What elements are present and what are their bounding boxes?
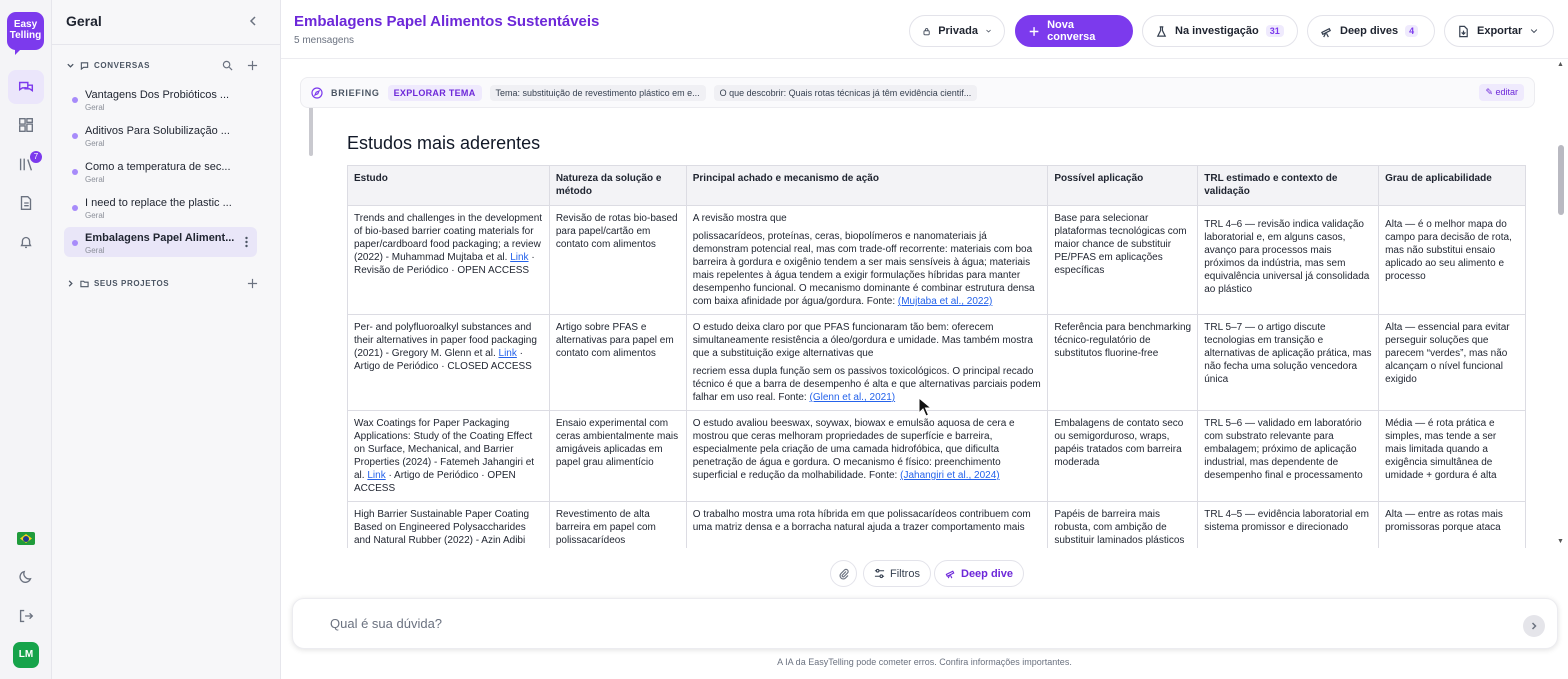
filter-sliders-icon (874, 568, 885, 579)
application-cell: Papéis de barreira mais robusta, com ambição de substituir laminados plásticos (1048, 502, 1198, 549)
briefing-bar (300, 77, 1535, 108)
folder-icon (80, 279, 89, 288)
conversation-title: Vantagens Dos Probióticos ... (85, 89, 230, 101)
investigation-button[interactable] (1142, 15, 1298, 47)
trl-cell: TRL 4–6 — revisão indica validação laboratorial e, em alguns casos, avanço para processos mais próximos da indústria, mas sem equivalência universal já consolidada ao plástico (1198, 206, 1379, 315)
paperclip-icon (838, 568, 850, 580)
study-meta: · Revisão de Periódico · OPEN ACCESS (354, 252, 535, 276)
application-cell: Base para selecionar plataformas tecnológicas com maior chance de substituir PE/PFAS em aplicações específicas (1048, 206, 1198, 315)
study-text: Per- and polyfluoroalkyl substances and their alternatives in paper food packaging (2021) - Gregory M. Glenn et al. (354, 322, 537, 359)
lock-icon (922, 25, 931, 38)
briefing-theme-chip[interactable]: Tema: substituição de revestimento plástico em e... (490, 85, 706, 101)
new-conversation-label: Nova conversa (1047, 19, 1096, 43)
add-conversation-icon[interactable] (247, 60, 258, 71)
conversation-folder: Geral (85, 103, 105, 112)
table-row (348, 206, 1526, 315)
briefing-mode-tag: EXPLORAR TEMA (388, 85, 482, 101)
new-conversation-button[interactable] (1015, 15, 1133, 47)
privacy-dropdown[interactable] (909, 15, 1005, 47)
deep-dive-label: Deep dive (961, 567, 1013, 580)
scroll-down-arrow-icon[interactable]: ▼ (1557, 538, 1564, 545)
conversation-title: Embalagens Papel Alimentos Sustentáveis (294, 13, 600, 30)
conversation-dot (72, 97, 78, 103)
grade-cell: Alta — é o melhor mapa do campo para decisão de rota, mas não substitui ensaio aplicado ao seu alimento e processo (1379, 206, 1526, 315)
study-cell (348, 315, 550, 411)
study-meta: · Artigo de Periódico · CLOSED ACCESS (354, 348, 532, 372)
conversation-dot (72, 205, 78, 211)
deep-dive-button[interactable] (934, 560, 1024, 587)
citation-link[interactable]: (Jahangiri et al., 2024) (900, 470, 1000, 481)
citation-link[interactable]: (Mujtaba et al., 2022) (897, 296, 993, 307)
finding-text: O estudo avaliou beeswax, soywax, biowax e emulsão aquosa de cera e mostrou que ceras melhoram propriedades de superfície e barreira, especialmente pela criação de uma camada hidrofóbica, que dificulta penetração de água e gordura. O mecanismo é físico: preenchimento superficial e redução da molhabilidade. Fonte: (692, 418, 1015, 481)
briefing-goal-chip[interactable]: O que descobrir: Quais rotas técnicas já têm evidência cientif... (714, 85, 978, 101)
filters-label: Filtros (890, 567, 920, 580)
section-heading: Estudos mais aderentes (347, 133, 541, 153)
chevron-right-icon (1529, 621, 1539, 631)
column-header: Grau de aplicabilidade (1379, 166, 1526, 206)
flask-icon (1155, 25, 1168, 38)
study-link[interactable]: Link (498, 348, 517, 359)
document-icon[interactable] (8, 186, 44, 220)
study-cell: High Barrier Sustainable Paper Coating Based on Engineered Polysaccharides and Natural Rubber (2022) - Azin Adibi (348, 502, 550, 549)
conversation-item[interactable] (64, 84, 257, 114)
nature-cell: Revestimento de alta barreira em papel com polissacarídeos (549, 502, 686, 549)
brazil-flag-icon[interactable] (17, 532, 35, 545)
finding-text: A revisão mostra que (692, 213, 787, 224)
dashboard-icon[interactable] (8, 108, 44, 142)
more-options-icon[interactable] (245, 236, 248, 248)
export-dropdown[interactable] (1444, 15, 1554, 47)
moon-icon[interactable] (8, 560, 44, 594)
conversation-dot (72, 169, 78, 175)
library-badge: 7 (30, 151, 42, 163)
trl-cell: TRL 5–6 — validado em laboratório com substrato relevante para embalagem; próximo de aplicação industrial, mas dependente de desempenho final e processamento (1198, 411, 1379, 502)
chevron-down-icon (1529, 26, 1539, 36)
chat-icon (80, 61, 89, 70)
column-header: TRL estimado e contexto de validação (1198, 166, 1379, 206)
deep-dives-label: Deep dives (1340, 25, 1399, 37)
column-header: Principal achado e mecanismo de ação (686, 166, 1048, 206)
finding-cell: O trabalho mostra uma rota híbrida em que polissacarídeos contribuem com uma matriz densa e a borracha natural ajuda a trazer comportamento mais (686, 502, 1048, 549)
ai-disclaimer: A IA da EasyTelling pode cometer erros. Confira informações importantes. (777, 657, 1072, 667)
nature-cell: Ensaio experimental com ceras ambientalmente mais amigáveis aplicadas em papel grau alimentício (549, 411, 686, 502)
chevron-down-icon (66, 61, 75, 70)
finding-text: polissacarídeos, proteínas, ceras, biopolímeros e nanomateriais já demonstram potencial real, mas com trade-off recorrente: materiais com boa barreira à gordura e oxigênio tendem a ser mais sensíveis à água; materiais mais repelentes à água tendem a exigir formulações híbridas para manter desempenho funcional. O mecanismo dominante é combinar estrutura densa com baixa afinidade por água/gordura. Fonte: (692, 231, 1035, 307)
sidebar-title: Geral (66, 13, 102, 29)
conversation-sidebar (52, 0, 281, 679)
deep-dives-count: 4 (1405, 25, 1418, 37)
library-icon[interactable] (8, 147, 44, 181)
edit-briefing-button[interactable]: ✎ editar (1479, 84, 1524, 101)
conversations-label: CONVERSAS (94, 60, 151, 70)
grade-cell: Alta — essencial para evitar perseguir soluções que parecem “verdes”, mas não alcançam o nível funcional exigido (1379, 315, 1526, 411)
conversation-item[interactable] (64, 156, 257, 186)
trl-cell: TRL 5–7 — o artigo discute tecnologias em transição e alternativas de aplicação prática, mas não fecha uma solução vencedora única (1198, 315, 1379, 411)
privacy-label: Privada (938, 25, 978, 37)
studies-table (347, 165, 1526, 548)
conversation-header (281, 0, 1568, 59)
study-cell (348, 411, 550, 502)
investigation-count: 31 (1266, 25, 1284, 37)
user-avatar[interactable]: LM (13, 642, 39, 668)
conversation-folder: Geral (85, 246, 105, 255)
finding-text: O estudo deixa claro por que PFAS funcionaram tão bem: oferecem simultaneamente resistência a óleo/gordura e umidade. Mas também mostra que a substituição exige alternativas que (692, 322, 1033, 359)
grade-cell: Média — é rota prática e simples, mas tende a ser mais limitada quando a exigência simultânea de umidade + gordura é alta (1379, 411, 1526, 502)
table-row (348, 502, 1526, 549)
logo-text-line2: Telling (9, 30, 42, 41)
table-row (348, 315, 1526, 411)
table-row (348, 411, 1526, 502)
conversation-dot (72, 240, 78, 246)
finding-cell (686, 206, 1048, 315)
collapse-sidebar-icon[interactable] (246, 14, 260, 28)
search-icon[interactable] (222, 60, 233, 71)
conversations-section-header[interactable] (66, 57, 150, 73)
chevron-right-icon (66, 279, 75, 288)
study-link[interactable]: Link (367, 470, 386, 481)
left-rail (0, 0, 52, 679)
conversation-folder: Geral (85, 211, 105, 220)
study-text: Wax Coatings for Paper Packaging Applications: Study of the Coating Effect on Surface, Mechanical, and Barrier Properties (2024) - Fatemeh Jahangiri et al. (354, 418, 535, 481)
study-cell (348, 206, 550, 315)
nature-cell: Revisão de rotas bio-based para papel/cartão em contato com alimentos (549, 206, 686, 315)
conversation-title: Aditivos Para Solubilização ... (85, 125, 230, 137)
export-file-icon (1457, 25, 1470, 38)
export-label: Exportar (1477, 25, 1523, 37)
mouse-cursor-icon (918, 397, 932, 417)
study-meta: · Artigo de Periódico · OPEN ACCESS (354, 470, 516, 494)
investigation-label: Na investigação (1175, 25, 1259, 37)
message-content (338, 118, 1534, 548)
telescope-icon (945, 568, 956, 579)
attach-button[interactable] (830, 560, 857, 587)
conversation-title: I need to replace the plastic ... (85, 197, 232, 209)
deep-dives-button[interactable] (1307, 15, 1435, 47)
nature-cell: Artigo sobre PFAS e alternativas para papel em contato com alimentos (549, 315, 686, 411)
conversation-title: Como a temperatura de sec... (85, 161, 231, 173)
projects-section-header[interactable] (66, 275, 169, 291)
conversation-item-active[interactable] (64, 227, 257, 257)
finding-text: recriem essa dupla função sem os passivos toxicológicos. O principal recado técnico é que a barra de desempenho é alta e que alternativas parciais podem falhar em uso real. Fonte: (692, 366, 1041, 403)
plus-icon (1028, 25, 1040, 38)
study-link[interactable]: Link (510, 252, 529, 263)
scroll-up-arrow-icon[interactable]: ▲ (1557, 61, 1564, 68)
conversation-folder: Geral (85, 175, 105, 184)
filters-button[interactable] (863, 560, 931, 587)
projects-label: SEUS PROJETOS (94, 278, 170, 288)
finding-cell (686, 411, 1048, 502)
edit-label: editar (1495, 87, 1518, 97)
column-header: Possível aplicação (1048, 166, 1198, 206)
conversation-dot (72, 133, 78, 139)
column-header: Estudo (348, 166, 550, 206)
conversation-item[interactable] (64, 192, 257, 222)
send-button[interactable] (1523, 615, 1545, 637)
column-header: Natureza da solução e método (549, 166, 686, 206)
study-text: Trends and challenges in the development of bio-based barrier coating materials for paper/cardboard food packaging; a review (2022) - Muhammad Mujtaba et al. (354, 213, 543, 263)
table-header-row (348, 166, 1526, 206)
application-cell: Embalagens de contato seco ou semigorduroso, wraps, papéis tratados com barreira moderada (1048, 411, 1198, 502)
citation-link[interactable]: (Glenn et al., 2021) (809, 392, 896, 403)
briefing-label: BRIEFING (331, 87, 380, 98)
add-project-icon[interactable] (247, 278, 258, 289)
easytelling-logo[interactable] (7, 12, 44, 50)
chevron-down-icon (985, 26, 992, 36)
compass-icon (311, 87, 323, 99)
conversation-folder: Geral (85, 139, 105, 148)
logo-text-line1: Easy (13, 19, 38, 30)
composer-placeholder: Qual é sua dúvida? (330, 616, 443, 631)
main-scrollbar[interactable] (1558, 145, 1564, 215)
bell-icon[interactable] (8, 225, 44, 259)
logout-icon[interactable] (8, 599, 44, 633)
conversation-item[interactable] (64, 120, 257, 150)
conversation-title: Embalagens Papel Aliment... (85, 232, 235, 244)
trl-cell: TRL 4–5 — evidência laboratorial em sistema promissor e direcionado (1198, 502, 1379, 549)
message-count: 5 mensagens (294, 35, 355, 46)
telescope-icon (1320, 25, 1333, 38)
message-composer[interactable] (292, 598, 1558, 649)
grade-cell: Alta — entre as rotas mais promissoras porque ataca (1379, 502, 1526, 549)
finding-cell (686, 315, 1048, 411)
application-cell: Referência para benchmarking técnico-regulatório de substitutos fluorine-free (1048, 315, 1198, 411)
chat-bubbles-icon[interactable] (8, 70, 44, 104)
